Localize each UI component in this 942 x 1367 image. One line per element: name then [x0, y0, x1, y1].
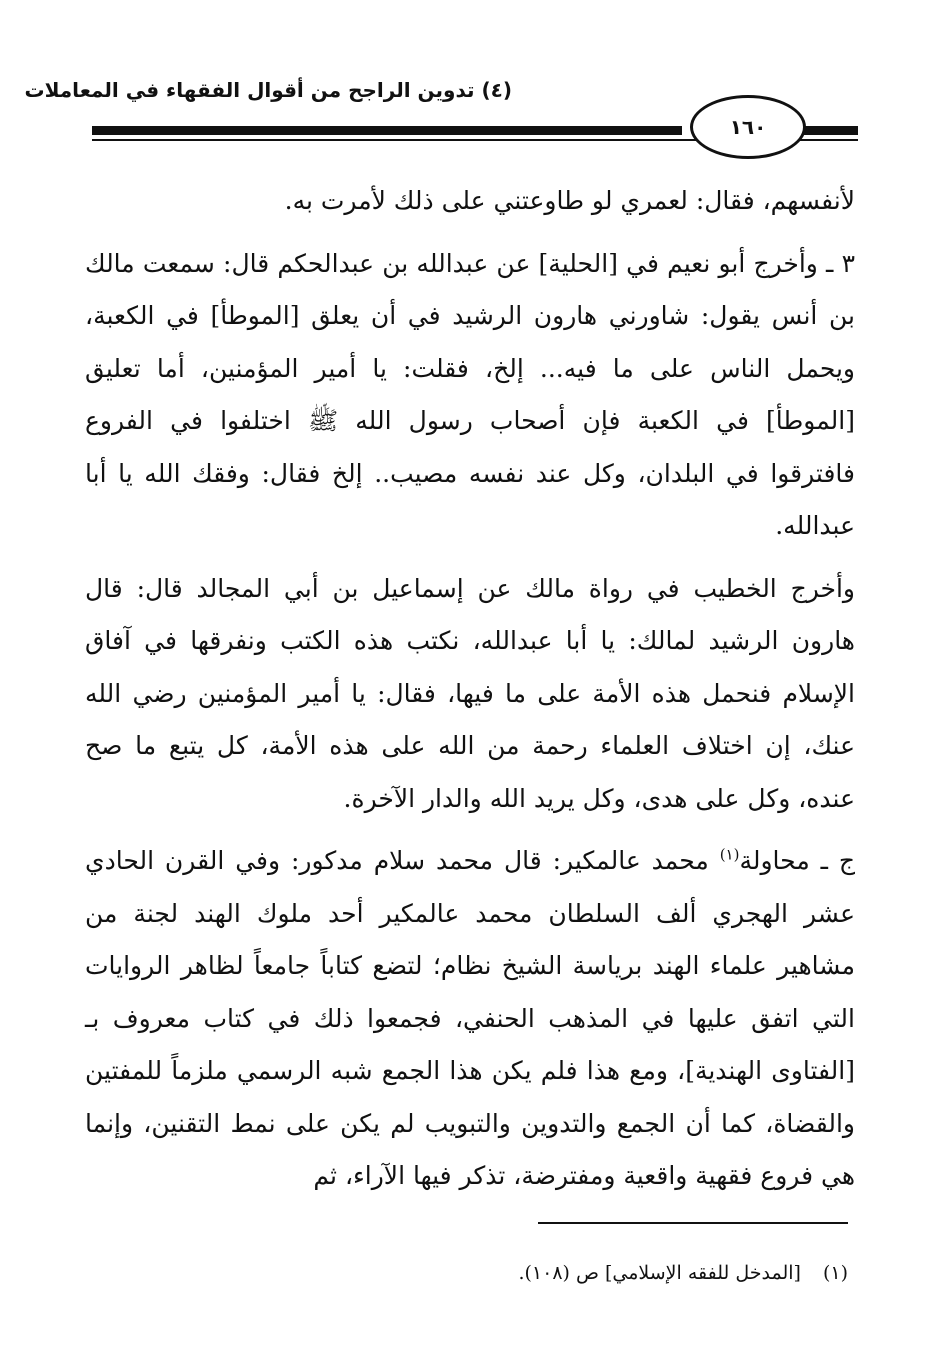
paragraph-1: لأنفسهم، فقال: لعمري لو طاوعتني على ذلك لأمرت به.: [284, 186, 855, 215]
footnote-separator: [538, 1222, 848, 1224]
header-rule-thick-right: [800, 126, 858, 135]
paragraph-4: [85, 835, 855, 1203]
paragraph-3: وأخرج الخطيب في رواة مالك عن إسماعيل بن أبي المجالد قال: قال هارون الرشيد لمالك: يا أبا عبدالله، نكتب هذه الكتب ونفرقها في آفاق الإسلام فنحمل هذه الأمة على ما فيها، فقال: يا أمير المؤمنين رضي الله عنك، إن اختلاف العلماء رحمة من الله على هذه الأمة، كل يتبع ما صح عنده، وكل على هدى، وكل يريد الله والدار الآخرة.: [85, 573, 855, 813]
footnote-number: (١): [822, 1262, 848, 1284]
running-title: (٤) تدوين الراجح من أقوال الفقهاء في المعاملات: [24, 78, 512, 102]
footnote-marker[interactable]: (١): [719, 845, 740, 864]
page-number: ١٦٠: [729, 115, 767, 139]
page-number-oval: [690, 95, 806, 159]
paragraph-4-text: محمد عالمكير: قال محمد سلام مدكور: وفي القرن الحادي عشر الهجري ألف السلطان محمد عالمكير أحد ملوك الهند لجنة من مشاهير علماء الهند برياسة الشيخ نظام؛ لتضع كتاباً جامعاً لظاهر الروايات التي اتفق عليها في المذهب الحنفي، فجمعوا ذلك في كتاب معروف بـ [الفتاوى الهندية]، ومع هذا فلم يكن هذا الجمع شبه الرسمي ملزماً للمفتين والقضاة، كما أن الجمع والتدوين والتبويب لم يكن على نمط التقنين، وإنما هي فروع فقهية واقعية ومفترضة، تذكر فيها الآراء، ثم: [85, 846, 855, 1190]
header-rule-thick-left: [92, 126, 682, 135]
footnote: [400, 1262, 848, 1284]
main-text: [85, 175, 855, 1203]
footnote-text: [المدخل للفقه الإسلامي] ص (١٠٨).: [518, 1262, 801, 1284]
paragraph-2: ٣ ـ وأخرج أبو نعيم في [الحلية] عن عبدالله بن عبدالحكم قال: سمعت مالك بن أنس يقول: شاورني هارون الرشيد في أن يعلق [الموطأ] في الكعبة، ويحمل الناس على ما فيه... إلخ، فقلت: يا أمير المؤمنين، أما تعليق [الموطأ] في الكعبة فإن أصحاب رسول الله ﷺ اختلفوا في الفروع فافترقوا في البلدان، وكل عند نفسه مصيب.. إلخ فقال: وفقك الله يا أبا عبدالله.: [85, 248, 855, 540]
paragraph-4-lead: ج ـ محاولة: [739, 846, 855, 875]
